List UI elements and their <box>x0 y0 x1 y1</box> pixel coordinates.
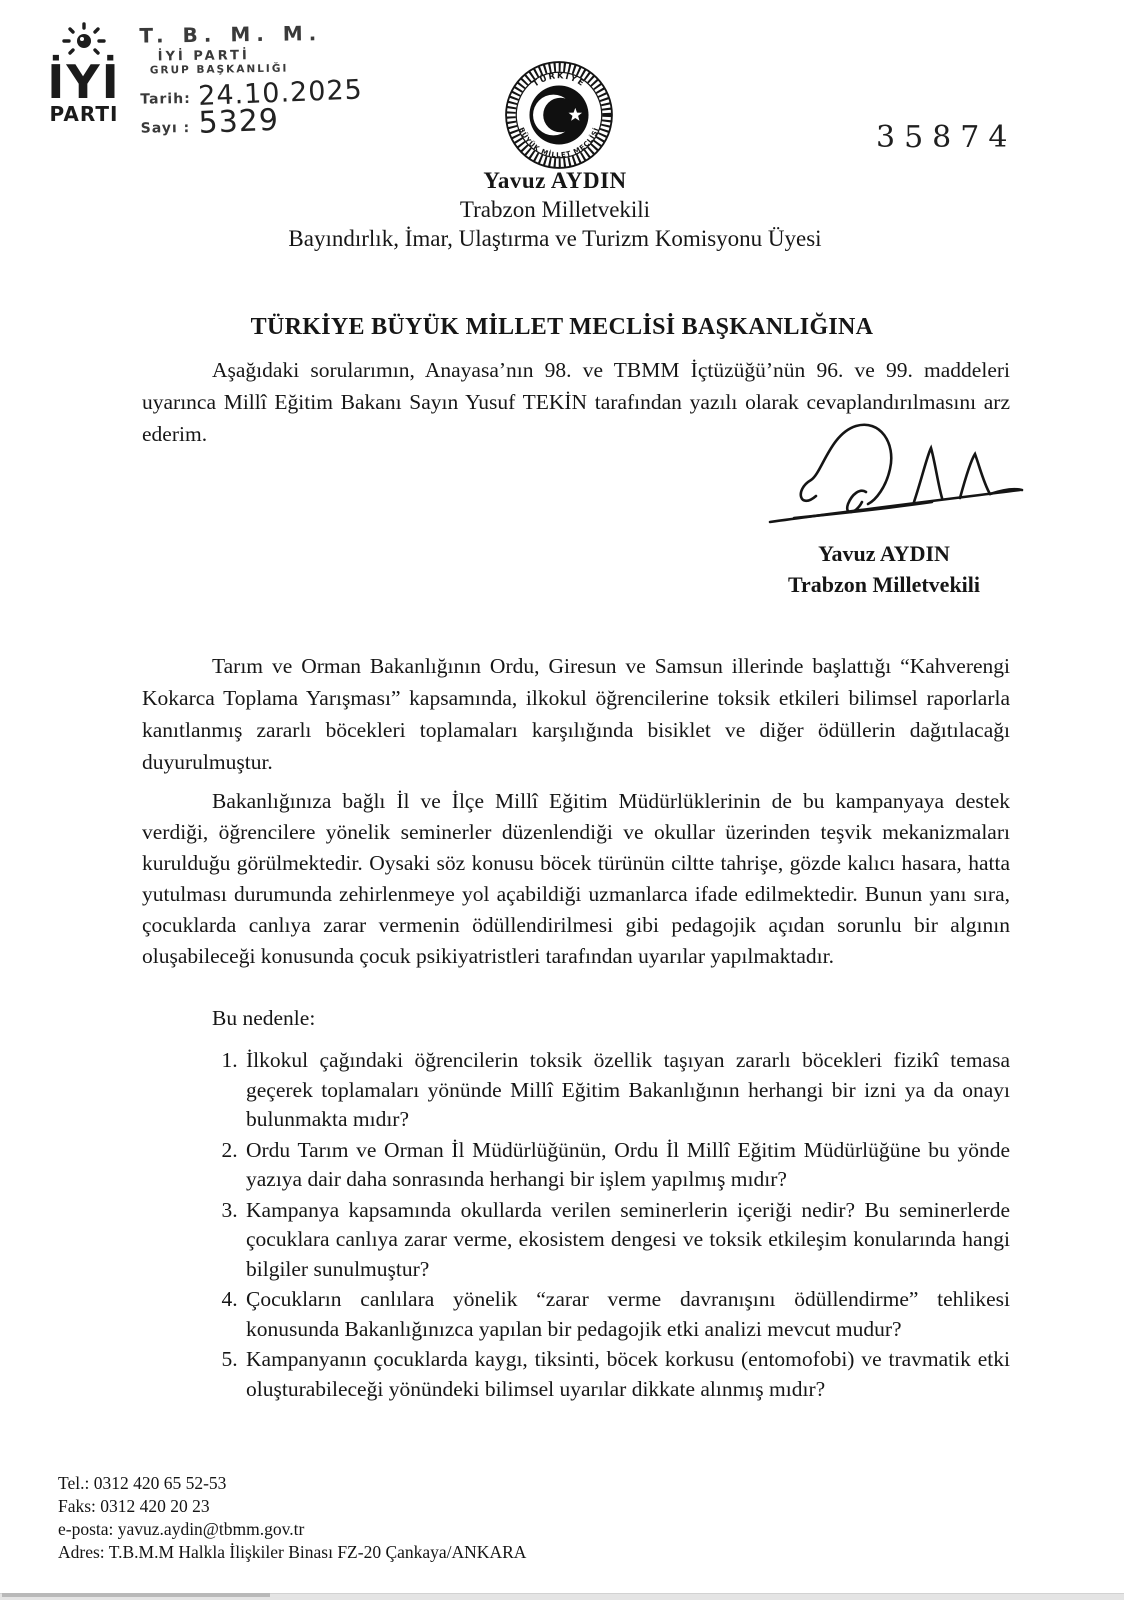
stamp-number-row <box>140 102 380 141</box>
footer-fax: Faks: 0312 420 20 23 <box>58 1496 210 1516</box>
signer-name: Yavuz AYDIN <box>818 541 950 566</box>
stamp-tbmm-line: T. B. M. M. <box>139 21 323 48</box>
addressee-title: TÜRKİYE BÜYÜK MİLLET MECLİSİ BAŞKANLIĞINA <box>250 314 874 340</box>
signer-block <box>772 538 996 600</box>
footer-address: Adres: T.B.M.M Halkla İlişkiler Binası FZ-20 Çankaya/ANKARA <box>58 1542 527 1562</box>
sun-icon <box>58 20 110 60</box>
body-paragraph-1: Tarım ve Orman Bakanlığının Ordu, Giresun ve Samsun illerinde başlattığı “Kahverengi Kokarca Toplama Yarışması” kapsamında, ilkokul öğrencilerine toksik etkileri bilimsel raporlarla kanıtlanmış zararlı böcekleri toplamaları karşılığında bisiklet ve diğer ödüllerin dağıtılacağı duyurulmuştur. <box>142 654 1010 774</box>
group-presidency-stamp <box>139 20 381 141</box>
sender-role: Trabzon Milletvekili <box>459 197 651 222</box>
logo-subword: PARTI <box>49 102 119 126</box>
stamp-group-line: GRUP BAŞKANLIĞI <box>149 62 289 77</box>
signature-icon <box>764 416 1030 536</box>
stamp-party-line: İYİ PARTİ <box>157 48 250 65</box>
question-item-5: 5. Kampanyanın çocuklarda kaygı, tiksinti, böcek korkusu (entomofobi) ve travmatik etki oluşturabileceği yönündeki bilimsel uyarılar dikkate alınmış mıdır? <box>243 1345 1010 1404</box>
sender-name: Yavuz AYDIN <box>483 168 627 193</box>
signer-role: Trabzon Milletvekili <box>787 572 981 597</box>
registry-number-stamp: 35874 <box>876 120 1017 155</box>
footer-email: e-posta: yavuz.aydin@tbmm.gov.tr <box>58 1519 305 1539</box>
scan-artifact-bar <box>0 1593 1124 1600</box>
tbmm-seal-icon <box>503 59 615 171</box>
questions-list <box>188 1046 1010 1405</box>
contact-footer <box>58 1472 526 1564</box>
question-item-1: 1. İlkokul çağındaki öğrencilerin toksik özellik taşıyan zararlı böcekleri fizikî temasa geçerek toplamaları yönünde Millî Eğitim Bakanlığının herhangi bir izni ya da onayı bulunmakta mıdır? <box>243 1046 1010 1135</box>
number-label: Sayı : <box>140 119 191 137</box>
sender-header <box>0 166 1110 253</box>
intro-paragraph: Aşağıdaki sorularımın, Anayasa’nın 98. ve TBMM İçtüzüğü’nün 96. ve 99. maddeleri uyarınca Millî Eğitim Bakanı Sayın Yusuf TEKİN tarafından yazılı olarak cevaplandırılmasını arz ederim. <box>142 358 1010 446</box>
seal-bottom-text: BÜYÜK MİLLET MECLİSİ <box>517 126 601 160</box>
body-paragraph-2: Bakanlığınıza bağlı İl ve İlçe Millî Eğitim Müdürlüklerinin de bu kampanyaya destek verdiği, öğrencilere yönelik seminerler düzenlendiği ve okullar üzerinden teşvik mekanizmaları kurulduğu görülmektedir. Oysaki söz konusu böcek türünün ciltte tahrişe, gözde kalıcı hasara, hatta yutulması durumunda zehirlenmeye yol açabildiği uzmanlarca ifade edilmektedir. Bunun yanı sıra, çocuklarda canlıya zarar vermenin ödüllendirilmesi gibi pedagojik açıdan sorunlu bir algının oluşabileceği konusunda çocuk psikiyatristleri tarafından uyarılar yapılmaktadır. <box>142 789 1010 968</box>
number-value: 5329 <box>197 102 280 141</box>
sender-committee: Bayındırlık, İmar, Ulaştırma ve Turizm Komisyonu Üyesi <box>288 226 822 251</box>
scan-artifact-smudge <box>2 1593 270 1597</box>
iyi-parti-logo <box>44 20 124 124</box>
logo-word: İYİ <box>47 55 121 109</box>
date-label: Tarih: <box>140 90 191 108</box>
question-item-3: 3. Kampanya kapsamında okullarda verilen seminerlerin içeriği nedir? Bu seminerlerde çocuklara canlıya zarar verme, ekosistem dengesi ve toksik etkileşim konularında hangi bilgiler sunulmuştur? <box>243 1196 1010 1285</box>
question-item-4: 4. Çocukların canlılara yönelik “zarar verme davranışını ödüllendirme” tehlikesi konusunda Bakanlığınızca yapılan bir pedagojik etki analizi mevcut mudur? <box>243 1285 1010 1344</box>
date-value: 24.10.2025 <box>198 74 364 112</box>
list-intro: Bu nedenle: <box>212 1006 316 1030</box>
party-stamp <box>38 14 378 164</box>
footer-tel: Tel.: 0312 420 65 52-53 <box>58 1473 227 1493</box>
question-item-2: 2. Ordu Tarım ve Orman İl Müdürlüğünün, Ordu İl Millî Eğitim Müdürlüğüne bu yönde yazıya dair daha sonrasında herhangi bir işlem yapılmış mıdır? <box>243 1136 1010 1195</box>
seal-top-text: TÜRKİYE <box>530 70 588 89</box>
